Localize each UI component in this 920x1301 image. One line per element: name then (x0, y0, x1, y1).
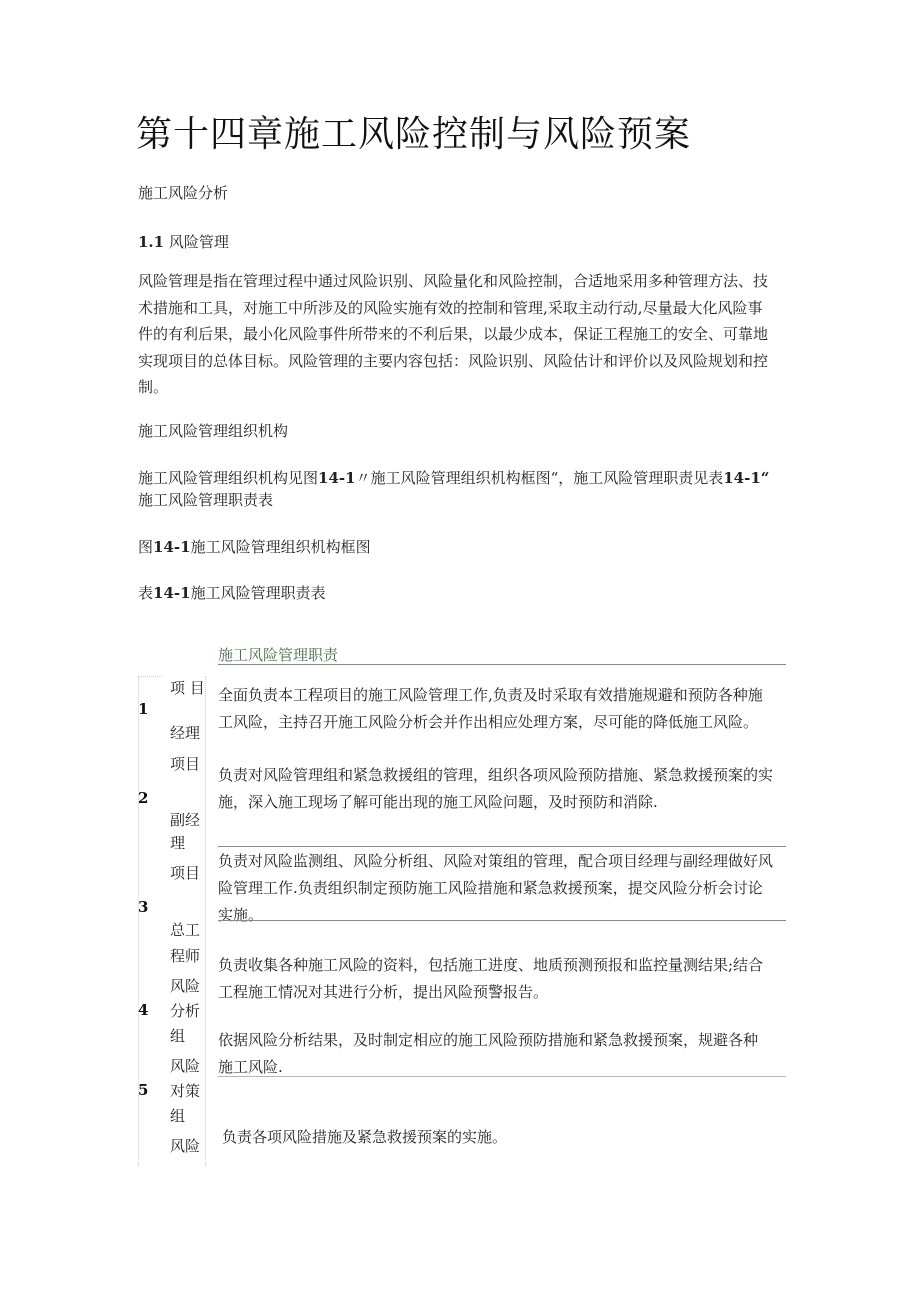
role-chief-engineer: 项目 (170, 864, 201, 882)
duty-line: 负责各项风险措施及紧急救援预案的实施。 (222, 1128, 508, 1146)
row-number: 2 (138, 789, 149, 807)
row-number: 5 (138, 1081, 149, 1099)
duty-line: 负责对风险监测组、风险分析组、风险对策组的管理，配合项目经理与副经理做好风 (218, 852, 774, 870)
role-project-manager-line2: 经理 (170, 724, 201, 742)
row-rule (218, 1076, 786, 1077)
duty-4 (218, 952, 786, 1006)
role-deputy-manager-line2: 副经 (170, 811, 201, 829)
subsection-title: 风险管理 (168, 233, 229, 251)
figure-caption-text: 施工风险管理组织机构框图 (190, 538, 371, 556)
org-ref-table-number: 14-1“ (723, 469, 770, 487)
org-ref-text-a: 施工风险管理组织机构见图 (138, 469, 319, 487)
role-analysis-group-line2: 分析 (170, 1002, 201, 1020)
table-caption (138, 580, 326, 606)
duty-line: 负责收集各种施工风险的资料，包括施工进度、地质预测预报和监控量测结果;结合 (218, 956, 764, 974)
paragraph-line: 制。 (138, 378, 169, 396)
role-deputy-manager: 项目 (170, 755, 201, 773)
role-analysis-group-line3: 组 (170, 1027, 186, 1045)
row-rule (218, 920, 786, 921)
table-role-border (205, 676, 207, 1166)
duty-line: 负责对风险管理组和紧急救援组的管理，组织各项风险预防措施、紧急救援预案的实 (218, 766, 774, 784)
duty-line: 施，深入施工现场了解可能出现的施工风险问题，及时预防和消除. (218, 793, 658, 811)
table-left-top-rule (138, 676, 162, 677)
risk-management-paragraph (138, 268, 788, 401)
paragraph-line: 风险管理是指在管理过程中通过风险识别、风险量化和风险控制，合适地采用多种管理方法、技 (138, 272, 769, 290)
duty-line: 全面负责本工程项目的施工风险管理工作,负责及时采取有效措施规避和预防各种施 (218, 686, 763, 704)
role-analysis-group: 风险 (170, 977, 201, 995)
row-rule (218, 846, 786, 847)
table-header: 施工风险管理职责 (218, 646, 339, 664)
role-line: 项 目 (170, 679, 205, 697)
table-caption-prefix: 表 (138, 584, 154, 602)
role-countermeasure-group: 风险 (170, 1057, 201, 1075)
row-number: 1 (138, 700, 149, 718)
row-number: 3 (138, 898, 149, 916)
duty-5 (218, 1027, 786, 1081)
duty-2 (218, 762, 786, 816)
duty-line: 工风险，主持召开施工风险分析会并作出相应处理方案，尽可能的降低施工风险。 (218, 713, 759, 731)
role-deputy-manager-line3: 理 (170, 834, 186, 852)
org-heading: 施工风险管理组织机构 (138, 422, 289, 440)
duty-line: 实施。 (218, 906, 264, 924)
role-countermeasure-group-line3: 组 (170, 1107, 186, 1125)
duty-line: 险管理工作.负责组织制定预防施工风险措施和紧急救援预案，提交风险分析会讨论 (218, 879, 763, 897)
duty-3 (218, 848, 786, 929)
duty-line: 依据风险分析结果，及时制定相应的施工风险预防措施和紧急救援预案，规避各种 (218, 1031, 759, 1049)
row-number: 4 (138, 1001, 149, 1019)
section-heading: 施工风险分析 (138, 184, 229, 202)
paragraph-line: 术措施和工具，对施工中所涉及的风险实施有效的控制和管理,采取主动行动,尽量最大化风险事 (138, 298, 763, 317)
subsection-heading (138, 229, 229, 255)
org-reference-line2: 施工风险管理职责表 (138, 491, 274, 509)
role-risk-6: 风险 (170, 1137, 201, 1155)
duty-line: 工程施工情况对其进行分析，提出风险预警报告。 (218, 983, 549, 1001)
role-project-manager (170, 676, 205, 700)
role-chief-engineer-line2: 总工 (170, 921, 201, 939)
org-ref-figure-number: 14-1 (318, 469, 356, 487)
figure-caption (138, 534, 371, 560)
org-ref-text-b: 〃施工风险管理组织机构框图“，施工风险管理职责见表 (355, 469, 724, 487)
table-header-rule (218, 664, 786, 665)
figure-caption-number: 14-1 (153, 538, 191, 556)
page-title: 第十四章施工风险控制与风险预案 (136, 114, 692, 155)
table-caption-number: 14-1 (153, 584, 191, 602)
table-caption-text: 施工风险管理职责表 (190, 584, 326, 602)
duty-6 (222, 1124, 790, 1151)
subsection-number: 1.1 (138, 233, 165, 251)
role-chief-engineer-line3: 程师 (170, 947, 201, 965)
paragraph-line: 件的有利后果，最小化风险事件所带来的不利后果，以最少成本，保证工程施工的安全、可靠地 (138, 325, 769, 343)
figure-caption-prefix: 图 (138, 538, 154, 556)
duty-line: 施工风险. (218, 1058, 283, 1076)
paragraph-line: 实现项目的总体目标。风险管理的主要内容包括：风险识别、风险估计和评价以及风险规划和控 (138, 351, 769, 370)
duty-1 (218, 682, 786, 736)
role-countermeasure-group-line2: 对策 (170, 1082, 201, 1100)
